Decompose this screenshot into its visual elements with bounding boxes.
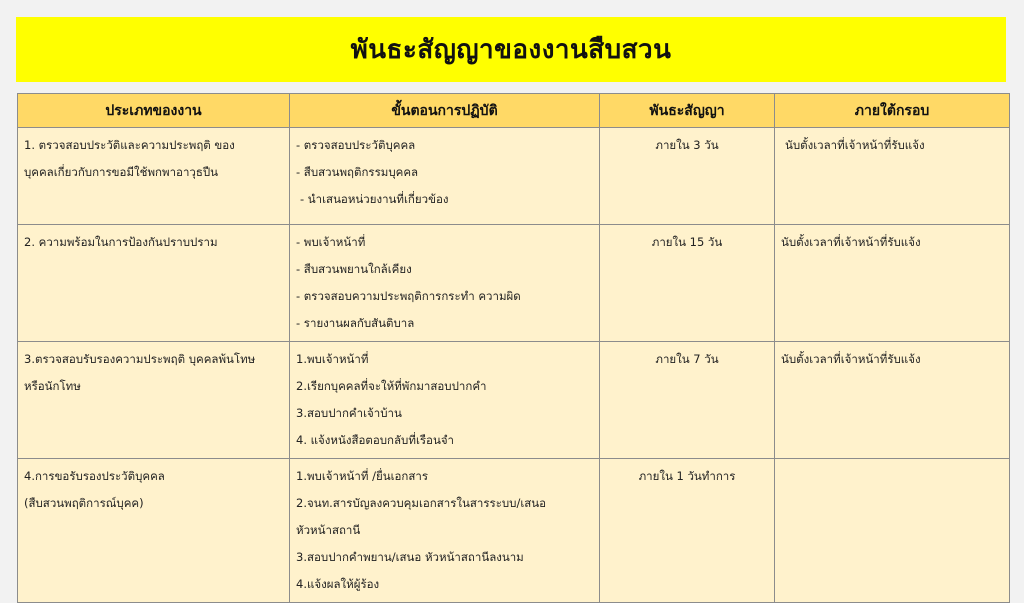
commitment-table — [17, 93, 1010, 603]
commitment-value: ภายใน 15 วัน — [651, 235, 723, 249]
framework-value: นับตั้งเวลาที่เจ้าหน้าที่รับแจ้ง — [785, 138, 925, 152]
procedure-step: 1.พบเจ้าหน้าที่ — [296, 352, 369, 366]
commitment-cell — [600, 128, 775, 225]
procedure-step: 2.จนท.สารบัญลงควบคุมเอกสารในสารระบบ/เสนอ — [296, 496, 547, 510]
procedure-step: 4.แจ้งผลให้ผู้ร้อง — [296, 577, 380, 591]
header-work-type: ประเภทของงาน — [18, 94, 290, 128]
title-banner — [16, 17, 1006, 82]
commitment-value: ภายใน 1 วันทำการ — [638, 469, 736, 483]
procedure-step: - ตรวจสอบประวัติบุคคล — [296, 138, 416, 152]
commitment-value: ภายใน 7 วัน — [655, 352, 719, 366]
table-row — [18, 459, 1010, 603]
table-row — [18, 342, 1010, 459]
procedure-step: 4. แจ้งหนังสือตอบกลับที่เรือนจำ — [296, 433, 455, 447]
header-framework: ภายใต้กรอบ — [775, 94, 1010, 128]
framework-cell — [775, 342, 1010, 459]
work-type-line: หรือนักโทษ — [24, 379, 81, 393]
procedure-cell — [290, 342, 600, 459]
commitment-value: ภายใน 3 วัน — [655, 138, 719, 152]
table-row — [18, 128, 1010, 225]
procedure-step: 3.สอบปากคำพยาน/เสนอ หัวหน้าสถานีลงนาม — [296, 550, 524, 564]
framework-value: นับตั้งเวลาที่เจ้าหน้าที่รับแจ้ง — [781, 235, 921, 249]
framework-cell — [775, 225, 1010, 342]
procedure-cell — [290, 459, 600, 603]
procedure-step: 3.สอบปากคำเจ้าบ้าน — [296, 406, 402, 420]
procedure-step: - พบเจ้าหน้าที่ — [296, 235, 366, 249]
procedure-step: - ตรวจสอบความประพฤติการกระทำ ความผิด — [296, 289, 521, 303]
work-type-cell — [18, 342, 290, 459]
work-type-line: (สืบสวนพฤติการณ์บุคค) — [24, 496, 144, 510]
work-type-cell — [18, 225, 290, 342]
procedure-step: - สืบสวนพยานใกล้เคียง — [296, 262, 412, 276]
procedure-step: - สืบสวนพฤติกรรมบุคคล — [296, 165, 419, 179]
procedure-step: - นำเสนอหน่วยงานที่เกี่ยวข้อง — [300, 192, 449, 206]
procedure-step: 1.พบเจ้าหน้าที่ /ยื่นเอกสาร — [296, 469, 429, 483]
framework-value: นับตั้งเวลาที่เจ้าหน้าที่รับแจ้ง — [781, 352, 921, 366]
work-type-line: บุคคลเกี่ยวกับการขอมีใช้พกพาอาวุธปืน — [24, 165, 219, 179]
commitment-cell — [600, 342, 775, 459]
commitment-cell — [600, 225, 775, 342]
header-commitment: พันธะสัญญา — [600, 94, 775, 128]
work-type-line: 3.ตรวจสอบรับรองความประพฤติ บุคคลพ้นโทษ — [24, 352, 256, 366]
work-type-cell — [18, 459, 290, 603]
framework-cell — [775, 459, 1010, 603]
commitment-cell — [600, 459, 775, 603]
header-procedure: ขั้นตอนการปฏิบัติ — [290, 94, 600, 128]
framework-cell — [775, 128, 1010, 225]
page-title: พันธะสัญญาของงานสืบสวน — [350, 35, 672, 65]
table-row — [18, 225, 1010, 342]
procedure-cell — [290, 225, 600, 342]
procedure-cell — [290, 128, 600, 225]
work-type-line: 2. ความพร้อมในการป้องกันปราบปราม — [24, 235, 218, 249]
work-type-line: 1. ตรวจสอบประวัติและความประพฤติ ของ — [24, 138, 235, 152]
work-type-line: 4.การขอรับรองประวัติบุคคล — [24, 469, 165, 483]
procedure-step: 2.เรียกบุคคลที่จะให้ที่พักมาสอบปากคำ — [296, 379, 487, 393]
work-type-cell — [18, 128, 290, 225]
table-header-row — [18, 94, 1010, 128]
procedure-step: หัวหน้าสถานี — [296, 523, 361, 537]
procedure-step: - รายงานผลกับสันติบาล — [296, 316, 415, 330]
